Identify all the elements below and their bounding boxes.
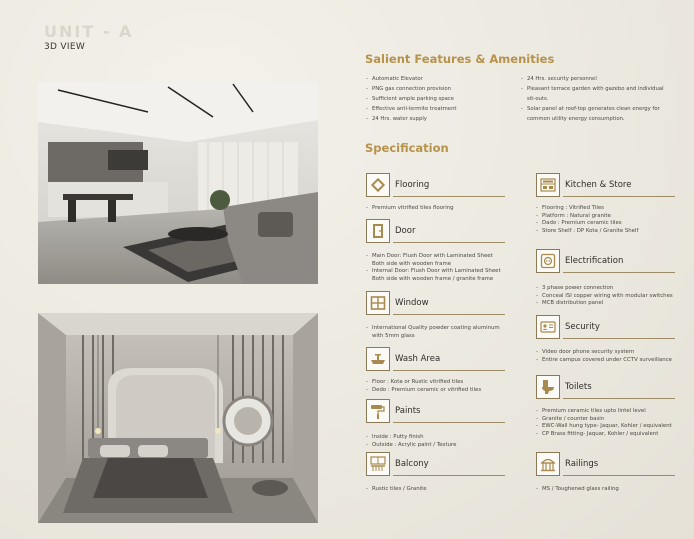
- divider: [563, 398, 675, 399]
- list-item: - International Quality powder coating aluminum with 5mm glass: [366, 325, 506, 340]
- list-item: - Store Shelf : DP Kota / Granite Shelf: [536, 228, 686, 236]
- spec-security-name: Security: [565, 322, 600, 332]
- list-item: - Inside : Putty finish: [366, 434, 506, 442]
- spec-balcony-name: Balcony: [395, 459, 429, 469]
- power-socket-icon: [536, 249, 560, 273]
- divider: [393, 196, 505, 197]
- unit-label: UNIT - A: [44, 22, 134, 41]
- spec-security: [536, 315, 686, 364]
- list-item: - Platform : Natural granite: [536, 213, 686, 221]
- list-item: - Automatic Elevator: [366, 74, 516, 84]
- railing-icon: [536, 452, 560, 476]
- divider: [393, 314, 505, 315]
- spec-railings: [536, 452, 686, 494]
- balcony-icon: [366, 452, 390, 476]
- window-icon: [366, 291, 390, 315]
- flooring-icon: [366, 173, 390, 197]
- list-item: - Outside : Acrylic paint / Texture: [366, 442, 506, 450]
- toilet-icon: [536, 375, 560, 399]
- wash-area-icon: [366, 347, 390, 371]
- list-item: - Sufficient ample parking space: [366, 94, 516, 104]
- spec-electrification-name: Electrification: [565, 256, 624, 266]
- list-item: - PNG gas connection provision: [366, 84, 516, 94]
- list-item: - 3 phase power connection: [536, 285, 686, 293]
- amenities-title: Salient Features & Amenities: [365, 52, 555, 66]
- security-id-icon: [536, 315, 560, 339]
- spec-toilets-name: Toilets: [565, 382, 592, 392]
- divider: [563, 196, 675, 197]
- list-item: - Entire campus covered under CCTV surveillance: [536, 357, 686, 365]
- list-item: - 24 Hrs. security personnel: [521, 74, 671, 84]
- list-item: - Pleasant terrace garden with gazebo and individual sit-outs.: [521, 84, 671, 104]
- list-item: - Effective anti-termite treatment: [366, 104, 516, 114]
- spec-window: [366, 291, 506, 340]
- amenities-list-left: [366, 74, 516, 124]
- list-item: - CP Brass fitting- Jaquar, Kohler / equivalent: [536, 431, 686, 439]
- divider: [563, 338, 675, 339]
- divider: [563, 272, 675, 273]
- amenities-list-right: [521, 74, 671, 124]
- list-item: - Premium ceramic tiles upto lintel level: [536, 408, 686, 416]
- list-item: - Dado : Premium ceramic tiles: [536, 220, 686, 228]
- view-label: 3D VIEW: [44, 42, 86, 52]
- living-room-render: [38, 82, 318, 284]
- list-item: - Solar panel at roof-top generates clean energy for common utility energy consumption.: [521, 104, 671, 124]
- spec-wash-area-name: Wash Area: [395, 354, 441, 364]
- list-item: - MCB distribution panel: [536, 300, 686, 308]
- spec-paints-name: Paints: [395, 406, 421, 416]
- list-item: - Dedo : Premium ceramic or vitrified tiles: [366, 387, 506, 395]
- spec-balcony: [366, 452, 506, 494]
- divider: [393, 422, 505, 423]
- specification-title: Specification: [365, 141, 449, 155]
- spec-railings-name: Railings: [565, 459, 599, 469]
- list-item: - MS / Toughened glass railing: [536, 486, 686, 494]
- bedroom-render: [38, 313, 318, 523]
- paint-roller-icon: [366, 399, 390, 423]
- list-item: - Premium vitrified tiles flooring: [366, 205, 506, 213]
- spec-door: [366, 219, 506, 283]
- list-item: - Flooring : Vitrified Tiles: [536, 205, 686, 213]
- spec-electrification: [536, 249, 686, 308]
- spec-flooring-name: Flooring: [395, 180, 430, 190]
- divider: [563, 475, 675, 476]
- divider: [393, 475, 505, 476]
- list-item: - Floor : Kota or Rustic vitrified tiles: [366, 379, 506, 387]
- list-item: - Conceal ISI copper wiring with modular switches: [536, 293, 686, 301]
- list-item: - Internal Door: Flush Door with Laminated Sheet Both side with wooden frame / granite frame: [366, 268, 506, 283]
- spec-paints: [366, 399, 506, 449]
- kitchen-icon: [536, 173, 560, 197]
- list-item: - EWC-Wall hung type- Jaquar, Kohler / equivalent: [536, 423, 686, 431]
- divider: [393, 370, 505, 371]
- list-item: - Main Door: Flush Door with Laminated Sheet Both side with wooden frame: [366, 253, 506, 268]
- list-item: - 24 Hrs. water supply: [366, 114, 516, 124]
- spec-wash-area: [366, 347, 506, 394]
- spec-toilets: [536, 375, 686, 438]
- spec-window-name: Window: [395, 298, 429, 308]
- list-item: - Granite / counter basin: [536, 416, 686, 424]
- spec-door-name: Door: [395, 226, 416, 236]
- list-item: - Rustic tiles / Granite: [366, 486, 506, 494]
- door-icon: [366, 219, 390, 243]
- divider: [393, 242, 505, 243]
- spec-kitchen-name: Kitchen & Store: [565, 180, 632, 190]
- spec-kitchen: [536, 173, 686, 235]
- list-item: - Video door phone security system: [536, 349, 686, 357]
- spec-flooring: [366, 173, 506, 213]
